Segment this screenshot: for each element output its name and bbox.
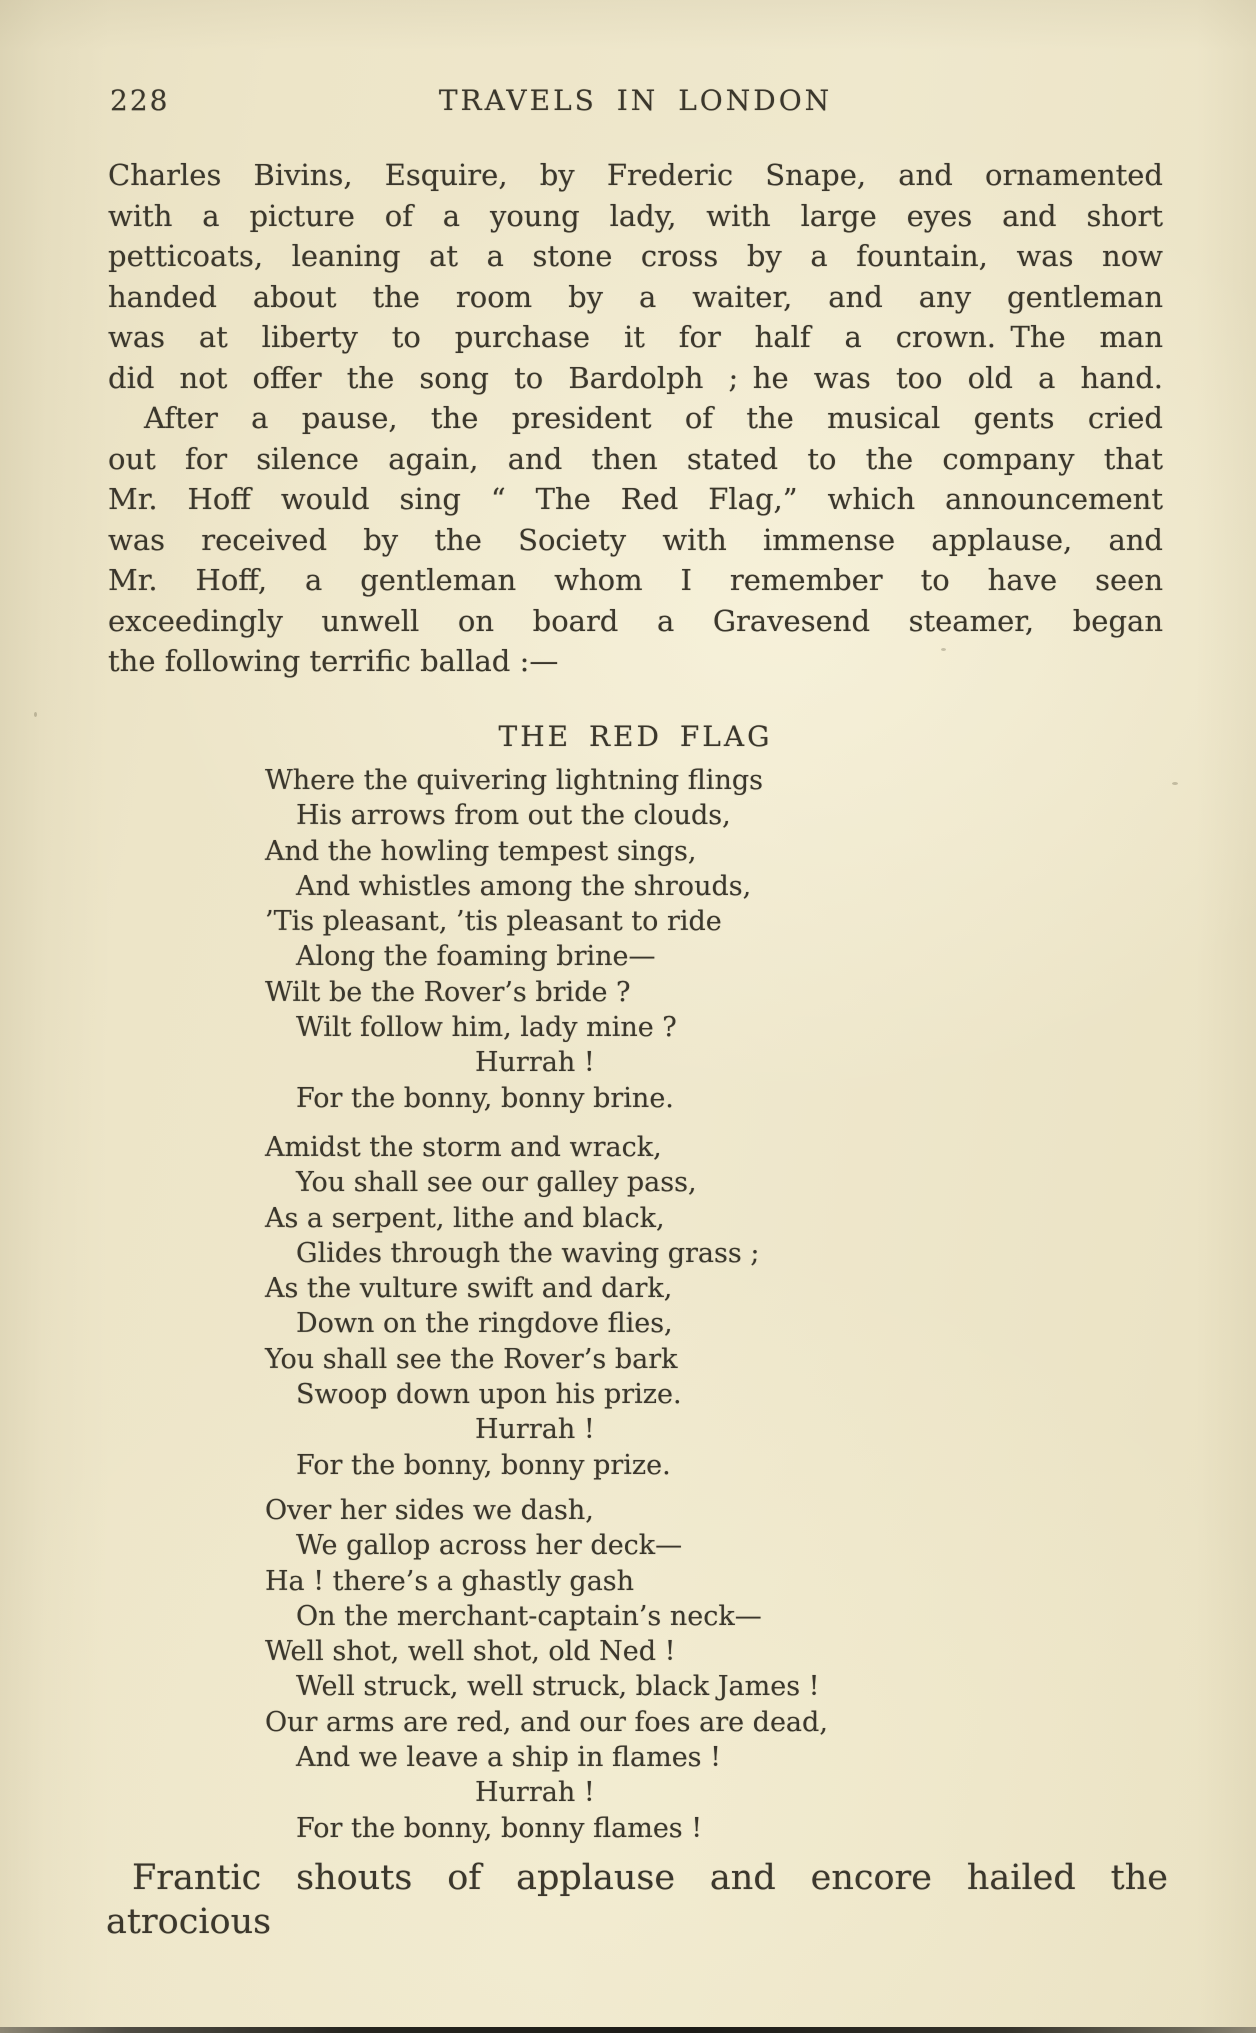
poem-line: Hurrah ! [475,1414,595,1446]
poem-line: Well struck, well struck, black James ! [296,1671,820,1703]
poem-line: And whistles among the shrouds, [296,870,752,902]
poem-line: Well shot, well shot, old Ned ! [265,1636,676,1668]
prose-line: petticoats, leaning at a stone cross by a fountain, was now [108,239,1163,273]
poem-line: ’Tis pleasant, ’tis pleasant to ride [265,906,722,938]
prose-line: Mr. Hoff, a gentleman whom I remember to have seen [108,563,1163,597]
poem-stanza-3 [0,1493,1256,1846]
poem-line: His arrows from out the clouds, [296,800,731,832]
poem-line: Hurrah ! [475,1047,595,1079]
prose-line: was received by the Society with immense applause, and [108,522,1163,557]
paragraph [108,155,1163,398]
prose-line: handed about the room by a waiter, and any gentleman [108,279,1163,314]
poem-line: For the bonny, bonny brine. [296,1082,674,1114]
poem-line: On the merchant-captain’s neck— [296,1600,762,1632]
poem-line: Glides through the waving grass ; [296,1237,760,1269]
poem-line: You shall see the Rover’s bark [265,1343,678,1375]
prose-line: exceedingly unwell on board a Gravesend steamer, began [108,603,1163,638]
poem-title: THE RED FLAG [498,720,773,753]
poem-line: As the vulture swift and dark, [265,1273,673,1305]
poem-line: Wilt be the Rover’s bride ? [265,976,631,1008]
running-title: TRAVELS IN LONDON [438,84,833,117]
prose-line: After a pause, the president of the musical gents cried [144,401,1163,435]
prose-line: was at liberty to purchase it for half a crown. The man [108,320,1163,354]
poem-line: Down on the ringdove flies, [296,1308,673,1340]
poem-line: Swoop down upon his prize. [296,1379,682,1411]
prose-line: with a picture of a young lady, with large eyes and short [108,198,1163,233]
poem-line: You shall see our galley pass, [296,1167,697,1199]
poem-line: Hurrah ! [475,1777,595,1809]
scan-speck [1172,782,1178,785]
poem-line: For the bonny, bonny prize. [296,1449,671,1481]
poem-line: Amidst the storm and wrack, [265,1132,662,1163]
scan-speck [941,648,946,651]
poem-line: Where the quivering lightning flings [265,765,763,796]
poem-line: Over her sides we dash, [265,1495,594,1526]
poem-line: As a serpent, lithe and black, [265,1202,665,1234]
prose-block [108,155,1163,682]
scan-edge [0,2027,1256,2033]
prose-line: the following terrific ballad :— [108,644,559,678]
poem-stanza-1 [0,763,1256,1116]
closing-line: Frantic shouts of applause and encore hailed the atrocious [106,1858,1168,1942]
poem-line: Our arms are red, and our foes are dead, [265,1706,828,1738]
poem-line: Ha ! there’s a ghastly gash [265,1565,635,1597]
poem-line: And the howling tempest sings, [265,835,697,867]
scan-speck [34,712,37,717]
poem-line: We gallop across her deck— [296,1530,683,1562]
poem-stanza-2 [0,1130,1256,1483]
poem-line: Wilt follow him, lady mine ? [296,1012,677,1044]
page-number: 228 [110,84,170,117]
poem-line: Along the foaming brine— [296,941,656,973]
prose-line: did not offer the song to Bardolph ; he was too old a hand. [108,360,1163,395]
paragraph [108,398,1163,682]
running-head [108,84,1163,118]
poem-line: And we leave a ship in flames ! [296,1742,721,1774]
prose-line: Charles Bivins, Esquire, by Frederic Snape, and ornamented [108,158,1163,192]
prose-line: Mr. Hoff would sing “ The Red Flag,” which announcement [108,482,1163,516]
poem-line: For the bonny, bonny flames ! [296,1812,703,1844]
prose-line: out for silence again, and then stated to the company that [108,441,1163,476]
